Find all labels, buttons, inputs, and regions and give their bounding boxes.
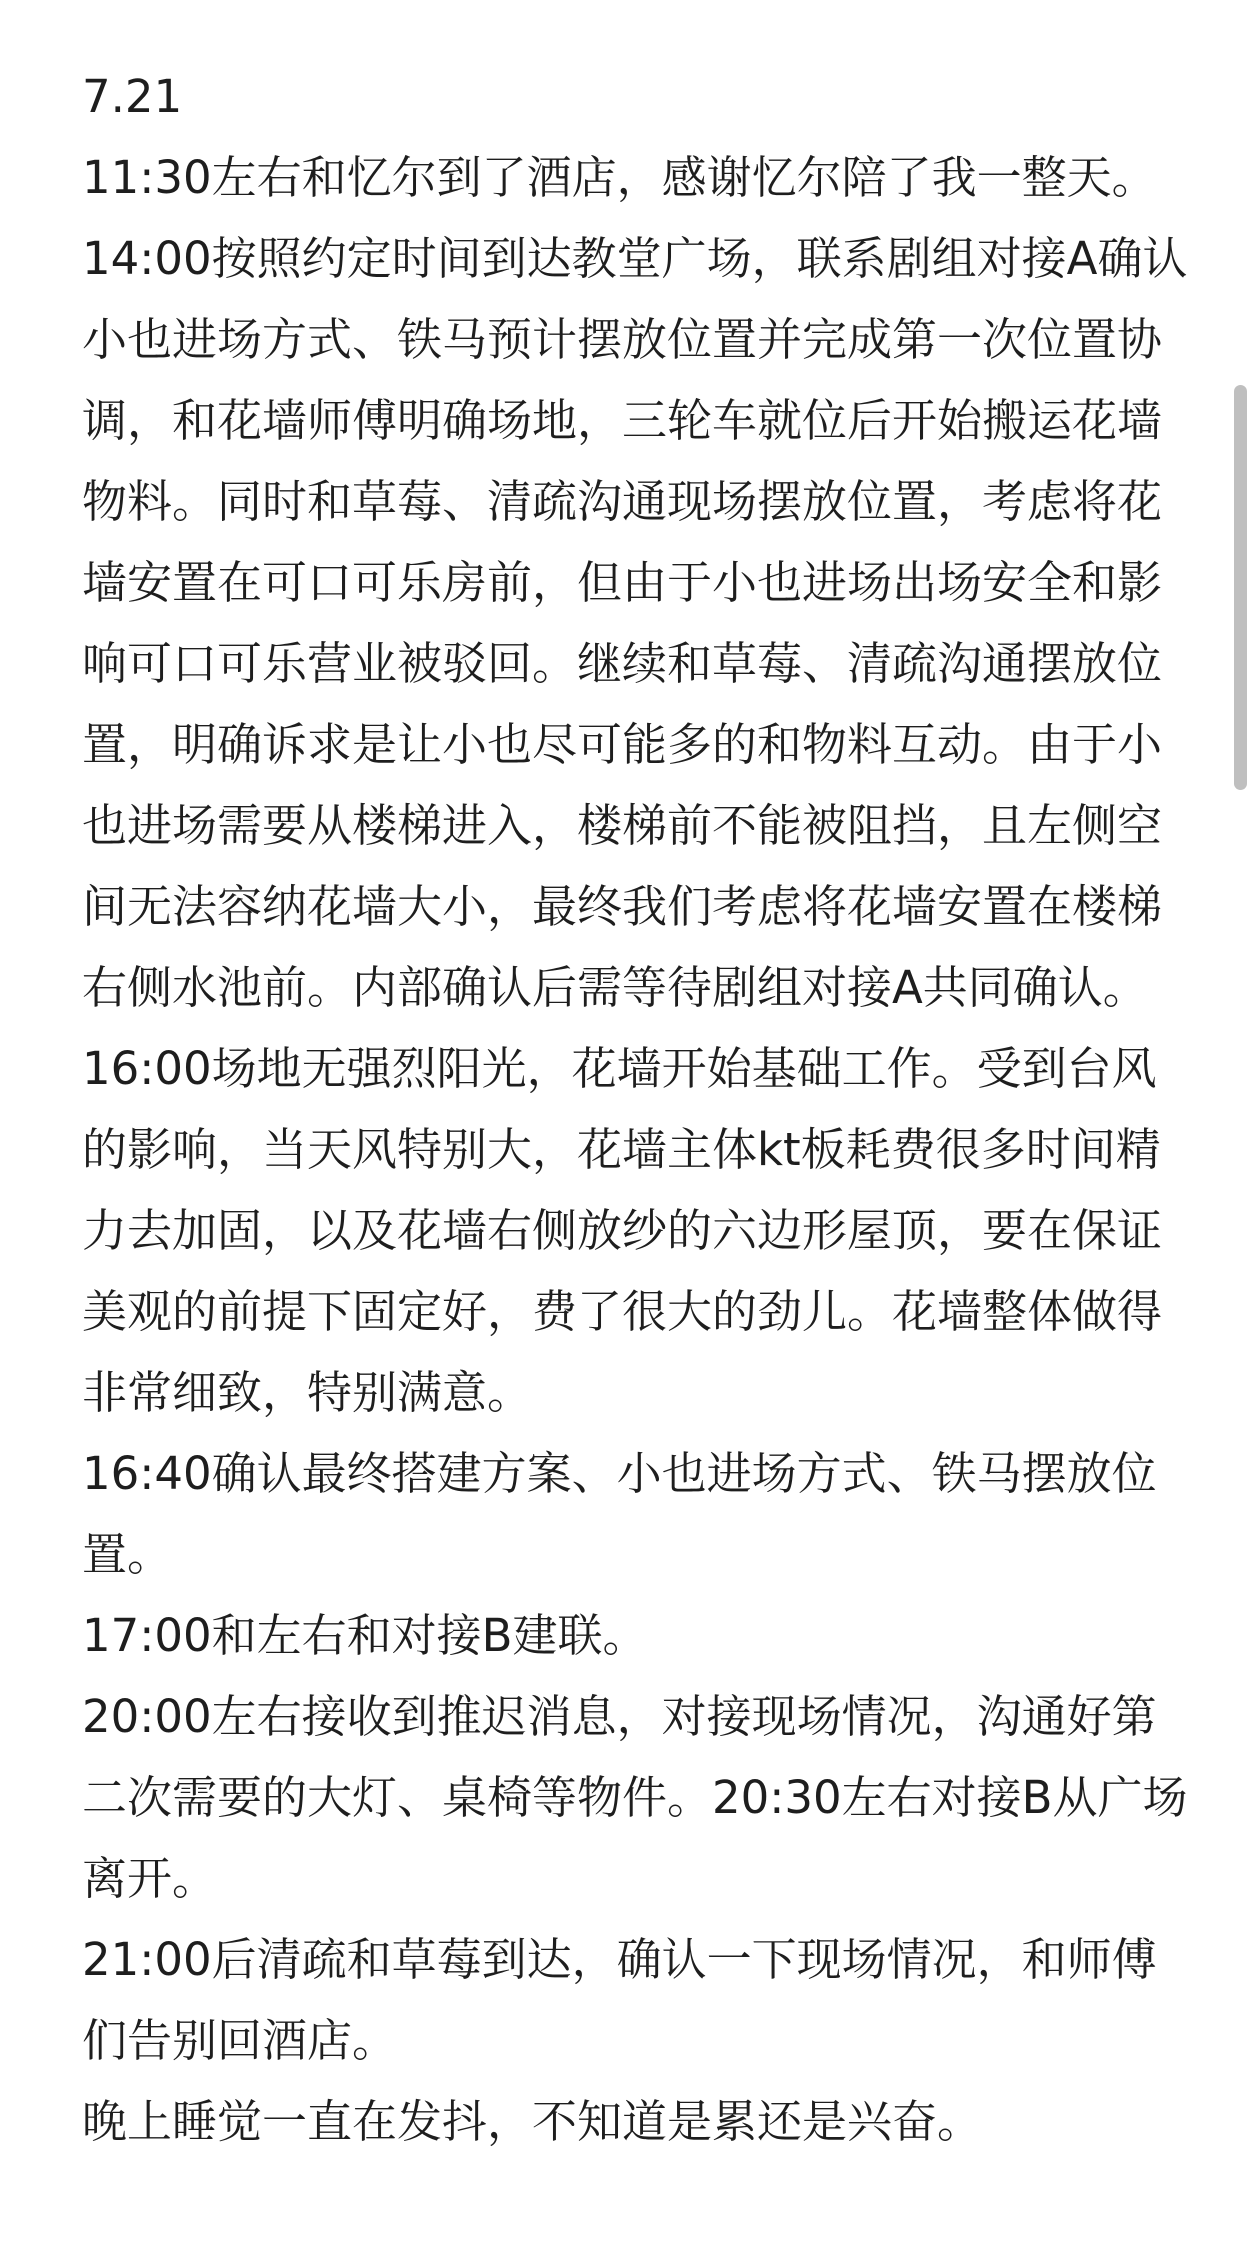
note-paragraph: 16:40确认最终搭建方案、小也进场方式、铁马摆放位置。 <box>82 1447 1157 1581</box>
vertical-scrollbar[interactable] <box>1234 385 1247 790</box>
note-body <box>82 56 1192 2162</box>
note-paragraph: 20:00左右接收到推迟消息，对接现场情况，沟通好第二次需要的大灯、桌椅等物件。20:30左右对接B从广场离开。 <box>82 1690 1188 1905</box>
note-paragraph: 14:00按照约定时间到达教堂广场，联系剧组对接A确认小也进场方式、铁马预计摆放位置并完成第一次位置协调，和花墙师傅明确场地，三轮车就位后开始搬运花墙物料。同时和草莓、清疏沟通现场摆放位置，考虑将花墙安置在可口可乐房前，但由于小也进场出场安全和影响可口可乐营业被驳回。继续和草莓、清疏沟通摆放位置，明确诉求是让小也尽可能多的和物料互动。由于小也进场需要从楼梯进入，楼梯前不能被阻挡，且左侧空间无法容纳花墙大小，最终我们考虑将花墙安置在楼梯右侧水池前。内部确认后需等待剧组对接A共同确认。 <box>82 232 1188 1014</box>
note-paragraph: 11:30左右和忆尔到了酒店，感谢忆尔陪了我一整天。 <box>82 151 1157 204</box>
note-date: 7.21 <box>82 70 183 123</box>
note-paragraph: 16:00场地无强烈阳光，花墙开始基础工作。受到台风的影响，当天风特别大，花墙主体kt板耗费很多时间精力去加固，以及花墙右侧放纱的六边形屋顶，要在保证美观的前提下固定好，费了很大的劲儿。花墙整体做得非常细致，特别满意。 <box>82 1042 1163 1419</box>
note-paragraph: 17:00和左右和对接B建联。 <box>82 1609 648 1662</box>
note-paragraph: 晚上睡觉一直在发抖，不知道是累还是兴奋。 <box>82 2095 983 2148</box>
note-paragraph: 21:00后清疏和草莓到达，确认一下现场情况，和师傅们告别回酒店。 <box>82 1933 1157 2067</box>
